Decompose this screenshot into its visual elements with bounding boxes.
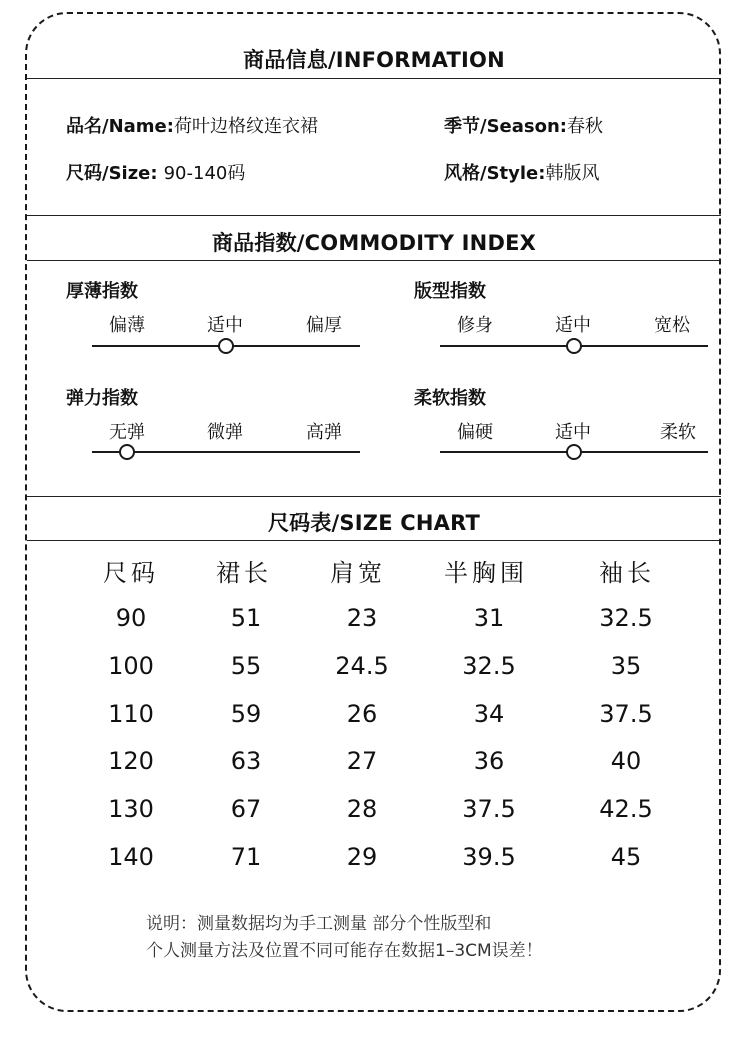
cell-sleeve-length: 32.5 (599, 604, 653, 632)
softness-index-title: 柔软指数 (414, 388, 486, 409)
fit-label-mid: 适中 (555, 315, 591, 336)
cell-dress-length: 59 (230, 700, 262, 728)
product-name-key: 品名/Name: (66, 116, 174, 137)
divider (27, 215, 721, 216)
divider (27, 540, 721, 541)
header-half-chest: 半胸围 (444, 559, 528, 587)
cell-half-chest: 39.5 (462, 843, 516, 871)
cell-dress-length: 51 (230, 604, 262, 632)
style-value: 韩版风 (545, 163, 600, 184)
fit-label-high: 宽松 (654, 315, 690, 336)
header-dress-length: 裙长 (216, 559, 272, 587)
measurement-note-line-1: 说明：测量数据均为手工测量 部分个性版型和 (146, 914, 492, 934)
stretch-level-marker (119, 444, 135, 460)
divider (27, 496, 721, 497)
cell-half-chest: 32.5 (462, 652, 516, 680)
size-key: 尺码/Size: (66, 163, 158, 184)
thickness-label-low: 偏薄 (109, 315, 145, 336)
cell-shoulder-width: 27 (346, 747, 378, 775)
product-name-value: 荷叶边格纹连衣裙 (173, 116, 318, 137)
cell-shoulder-width: 28 (346, 795, 378, 823)
thickness-label-high: 偏厚 (306, 315, 342, 336)
cell-dress-length: 55 (230, 652, 262, 680)
cell-sleeve-length: 40 (610, 747, 642, 775)
cell-half-chest: 36 (473, 747, 505, 775)
thickness-index-title: 厚薄指数 (66, 281, 138, 302)
softness-label-low: 偏硬 (457, 422, 493, 443)
divider (27, 78, 721, 79)
cell-dress-length: 67 (230, 795, 262, 823)
cell-size: 100 (108, 652, 154, 680)
season-row (444, 112, 603, 138)
header-size: 尺码 (103, 559, 159, 587)
thickness-label-mid: 适中 (207, 315, 243, 336)
cell-dress-length: 71 (230, 843, 262, 871)
softness-label-high: 柔软 (660, 422, 696, 443)
style-row (444, 159, 599, 185)
softness-level-marker (566, 444, 582, 460)
cell-size: 90 (115, 604, 147, 632)
cell-size: 130 (108, 795, 154, 823)
size-chart-title: 尺码表/SIZE CHART (267, 511, 481, 535)
stretch-label-high: 高弹 (306, 422, 342, 443)
stretch-label-mid: 微弹 (207, 422, 243, 443)
index-section-title: 商品指数/COMMODITY INDEX (211, 231, 537, 255)
product-name-row (66, 112, 318, 138)
cell-sleeve-length: 35 (610, 652, 642, 680)
measurement-note-line-2: 个人测量方法及位置不同可能存在数据1–3CM误差！ (146, 941, 543, 961)
cell-size: 140 (108, 843, 154, 871)
fit-label-low: 修身 (457, 315, 493, 336)
stretch-index-title: 弹力指数 (66, 388, 138, 409)
fit-index-title: 版型指数 (414, 281, 486, 302)
cell-dress-length: 63 (230, 747, 262, 775)
size-row (66, 159, 245, 185)
header-shoulder-width: 肩宽 (330, 559, 386, 587)
cell-shoulder-width: 26 (346, 700, 378, 728)
cell-size: 120 (108, 747, 154, 775)
thickness-level-marker (218, 338, 234, 354)
cell-half-chest: 37.5 (462, 795, 516, 823)
cell-shoulder-width: 29 (346, 843, 378, 871)
cell-half-chest: 31 (473, 604, 505, 632)
info-section-title: 商品信息/INFORMATION (243, 48, 505, 72)
stretch-label-low: 无弹 (109, 422, 145, 443)
cell-shoulder-width: 23 (346, 604, 378, 632)
cell-size: 110 (108, 700, 154, 728)
divider (27, 260, 721, 261)
season-value: 春秋 (567, 116, 603, 137)
header-sleeve-length: 袖长 (599, 559, 655, 587)
softness-label-mid: 适中 (555, 422, 591, 443)
size-value: 90-140码 (163, 163, 246, 184)
fit-level-marker (566, 338, 582, 354)
style-key: 风格/Style: (444, 163, 546, 184)
cell-half-chest: 34 (473, 700, 505, 728)
cell-sleeve-length: 37.5 (599, 700, 653, 728)
cell-shoulder-width: 24.5 (335, 652, 389, 680)
cell-sleeve-length: 42.5 (599, 795, 653, 823)
season-key: 季节/Season: (444, 116, 567, 137)
cell-sleeve-length: 45 (610, 843, 642, 871)
